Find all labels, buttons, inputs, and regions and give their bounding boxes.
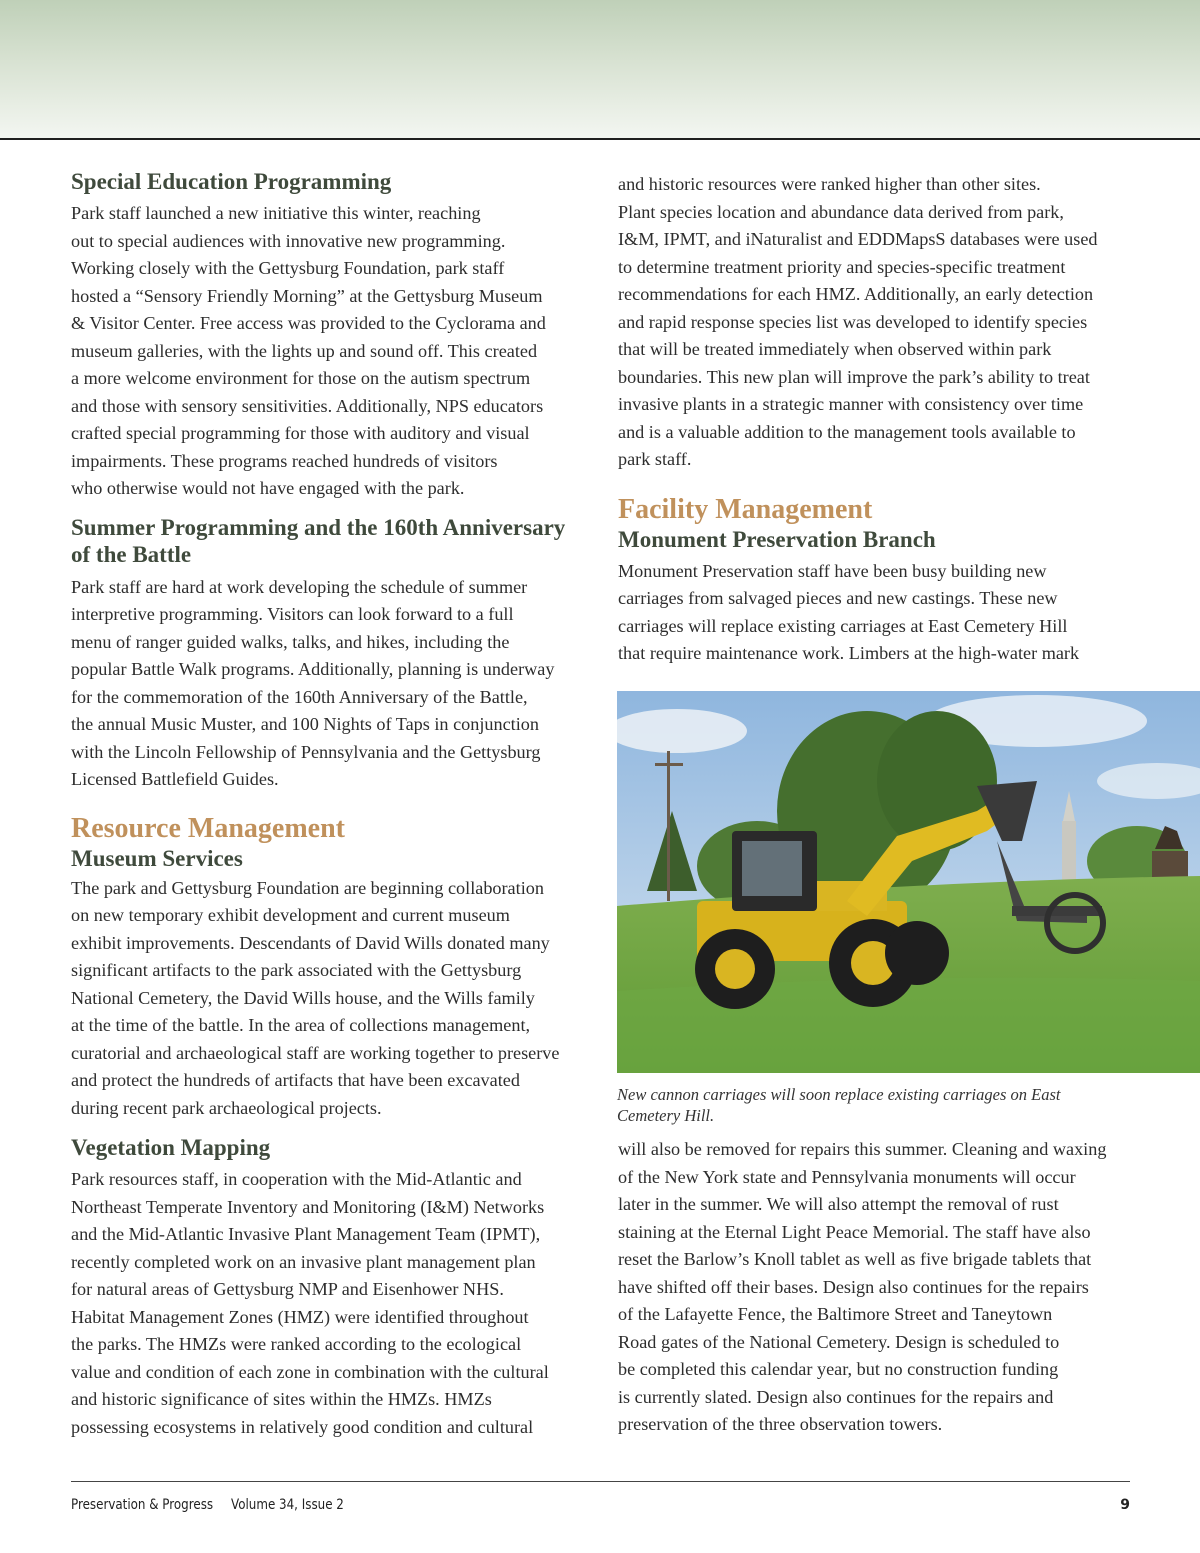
paragraph-vegetation-mapping: Park resources staff, in cooperation with the Mid-Atlantic and Northeast Temperate Inventory and Monitoring (I&M) Networks and the Mid-Atlantic Invasive Plant Management Team (IPMT), recently completed work on an invasive plant management plan for natural areas of Gettysburg NMP and Eisenhower NHS. Habitat Management Zones (HMZ) were identified throughout the parks. The HMZs were ranked according to the ecological value and condition of each zone in combination with the cultural and historic significance of sites within the HMZs. HMZs possessing ecosystems in relatively good condition and cultural bbox=[71, 1169, 549, 1437]
right-column-lower bbox=[618, 1136, 1148, 1439]
paragraph-museum-services: The park and Gettysburg Foundation are beginning collaboration on new temporary exhibit development and current museum exhibit improvements. Descendants of David Wills donated many significant artifacts to the park associated with the Gettysburg National Cemetery, the David Wills house, and the Wills family at the time of the battle. In the area of collections management, curatorial and archaeological staff are working together to preserve and protect the hundreds of artifacts that have been excavated during recent park archaeological projects. bbox=[71, 877, 560, 1118]
paragraph-special-education: Park staff launched a new initiative this winter, reaching out to special audiences with innovative new programming. Working closely with the Gettysburg Foundation, park staff hosted a “Sensory Friendly Morning” at the Gettysburg Museum & Visitor Center. Free access was provided to the Cyclorama and museum galleries, with the lights up and sound off. This created a more welcome environment for those on the autism spectrum and those with sensory sensitivities. Additionally, NPS educators crafted special programming for those with auditory and visual impairments. These programs reached hundreds of visitors who otherwise would not have engaged with the park. bbox=[71, 203, 546, 498]
photo-loader-carrying-cannon-carriage bbox=[617, 691, 1200, 1073]
left-column bbox=[71, 168, 586, 1441]
footer bbox=[71, 1497, 1130, 1513]
paragraph-monument-preservation-continued: will also be removed for repairs this summer. Cleaning and waxing of the New York state and Pennsylvania monuments will occur later in the summer. We will also attempt the removal of rust staining at the Eternal Light Peace Memorial. The staff have also reset the Barlow’s Knoll tablet as well as five brigade tablets that have shifted off their bases. Design also continues for the repairs of the Lafayette Fence, the Baltimore Street and Taneytown Road gates of the National Cemetery. Design is scheduled to be completed this calendar year, but no construction funding is currently slated. Design also continues for the repairs and preservation of the three observation towers. bbox=[618, 1139, 1107, 1434]
paragraph-vegetation-mapping-continued: and historic resources were ranked higher than other sites. Plant species location and abundance data derived from park, I&M, IPMT, and iNaturalist and EDDMapsS databases were used to determine treatment priority and species-specific treatment recommendations for each HMZ. Additionally, an early detection and rapid response species list was developed to identify species that will be treated immediately when observed within park boundaries. This new plan will improve the park’s ability to treat invasive plants in a strategic manner with consistency over time and is a valuable addition to the management tools available to park staff. bbox=[618, 174, 1098, 469]
paragraph-summer-programming: Park staff are hard at work developing the schedule of summer interpretive programming. Visitors can look forward to a full menu of ranger guided walks, talks, and hikes, including the popular Battle Walk programs. Additionally, planning is underway for the commemoration of the 160th Anniversary of the Battle, the annual Music Muster, and 100 Nights of Taps in conjunction with the Lincoln Fellowship of Pennsylvania and the Gettysburg Licensed Battlefield Guides. bbox=[71, 576, 555, 789]
footer-publication: Preservation & Progress bbox=[71, 1497, 214, 1513]
photo-caption: New cannon carriages will soon replace existing carriages on East Cemetery Hill. bbox=[617, 1085, 1061, 1125]
header-band bbox=[0, 0, 1200, 140]
heading-summer-programming: Summer Programming and the 160th Anniversary of the Battle bbox=[71, 514, 566, 567]
section-heading-facility-management: Facility Management bbox=[618, 493, 873, 525]
heading-vegetation-mapping: Vegetation Mapping bbox=[71, 1135, 271, 1160]
heading-monument-preservation: Monument Preservation Branch bbox=[618, 526, 936, 552]
right-column bbox=[618, 171, 1148, 668]
heading-special-education: Special Education Programming bbox=[71, 169, 392, 194]
page-number: 9 bbox=[1120, 1497, 1130, 1513]
section-heading-resource-management: Resource Management bbox=[71, 812, 345, 844]
heading-museum-services: Museum Services bbox=[71, 845, 243, 871]
footer-volume: Volume 34, Issue 2 bbox=[231, 1497, 344, 1513]
paragraph-monument-preservation: Monument Preservation staff have been busy building new carriages from salvaged pieces and new castings. These new carriages will replace existing carriages at East Cemetery Hill that require maintenance work. Limbers at the high-water mark bbox=[618, 560, 1080, 663]
footer-rule bbox=[71, 1481, 1130, 1482]
